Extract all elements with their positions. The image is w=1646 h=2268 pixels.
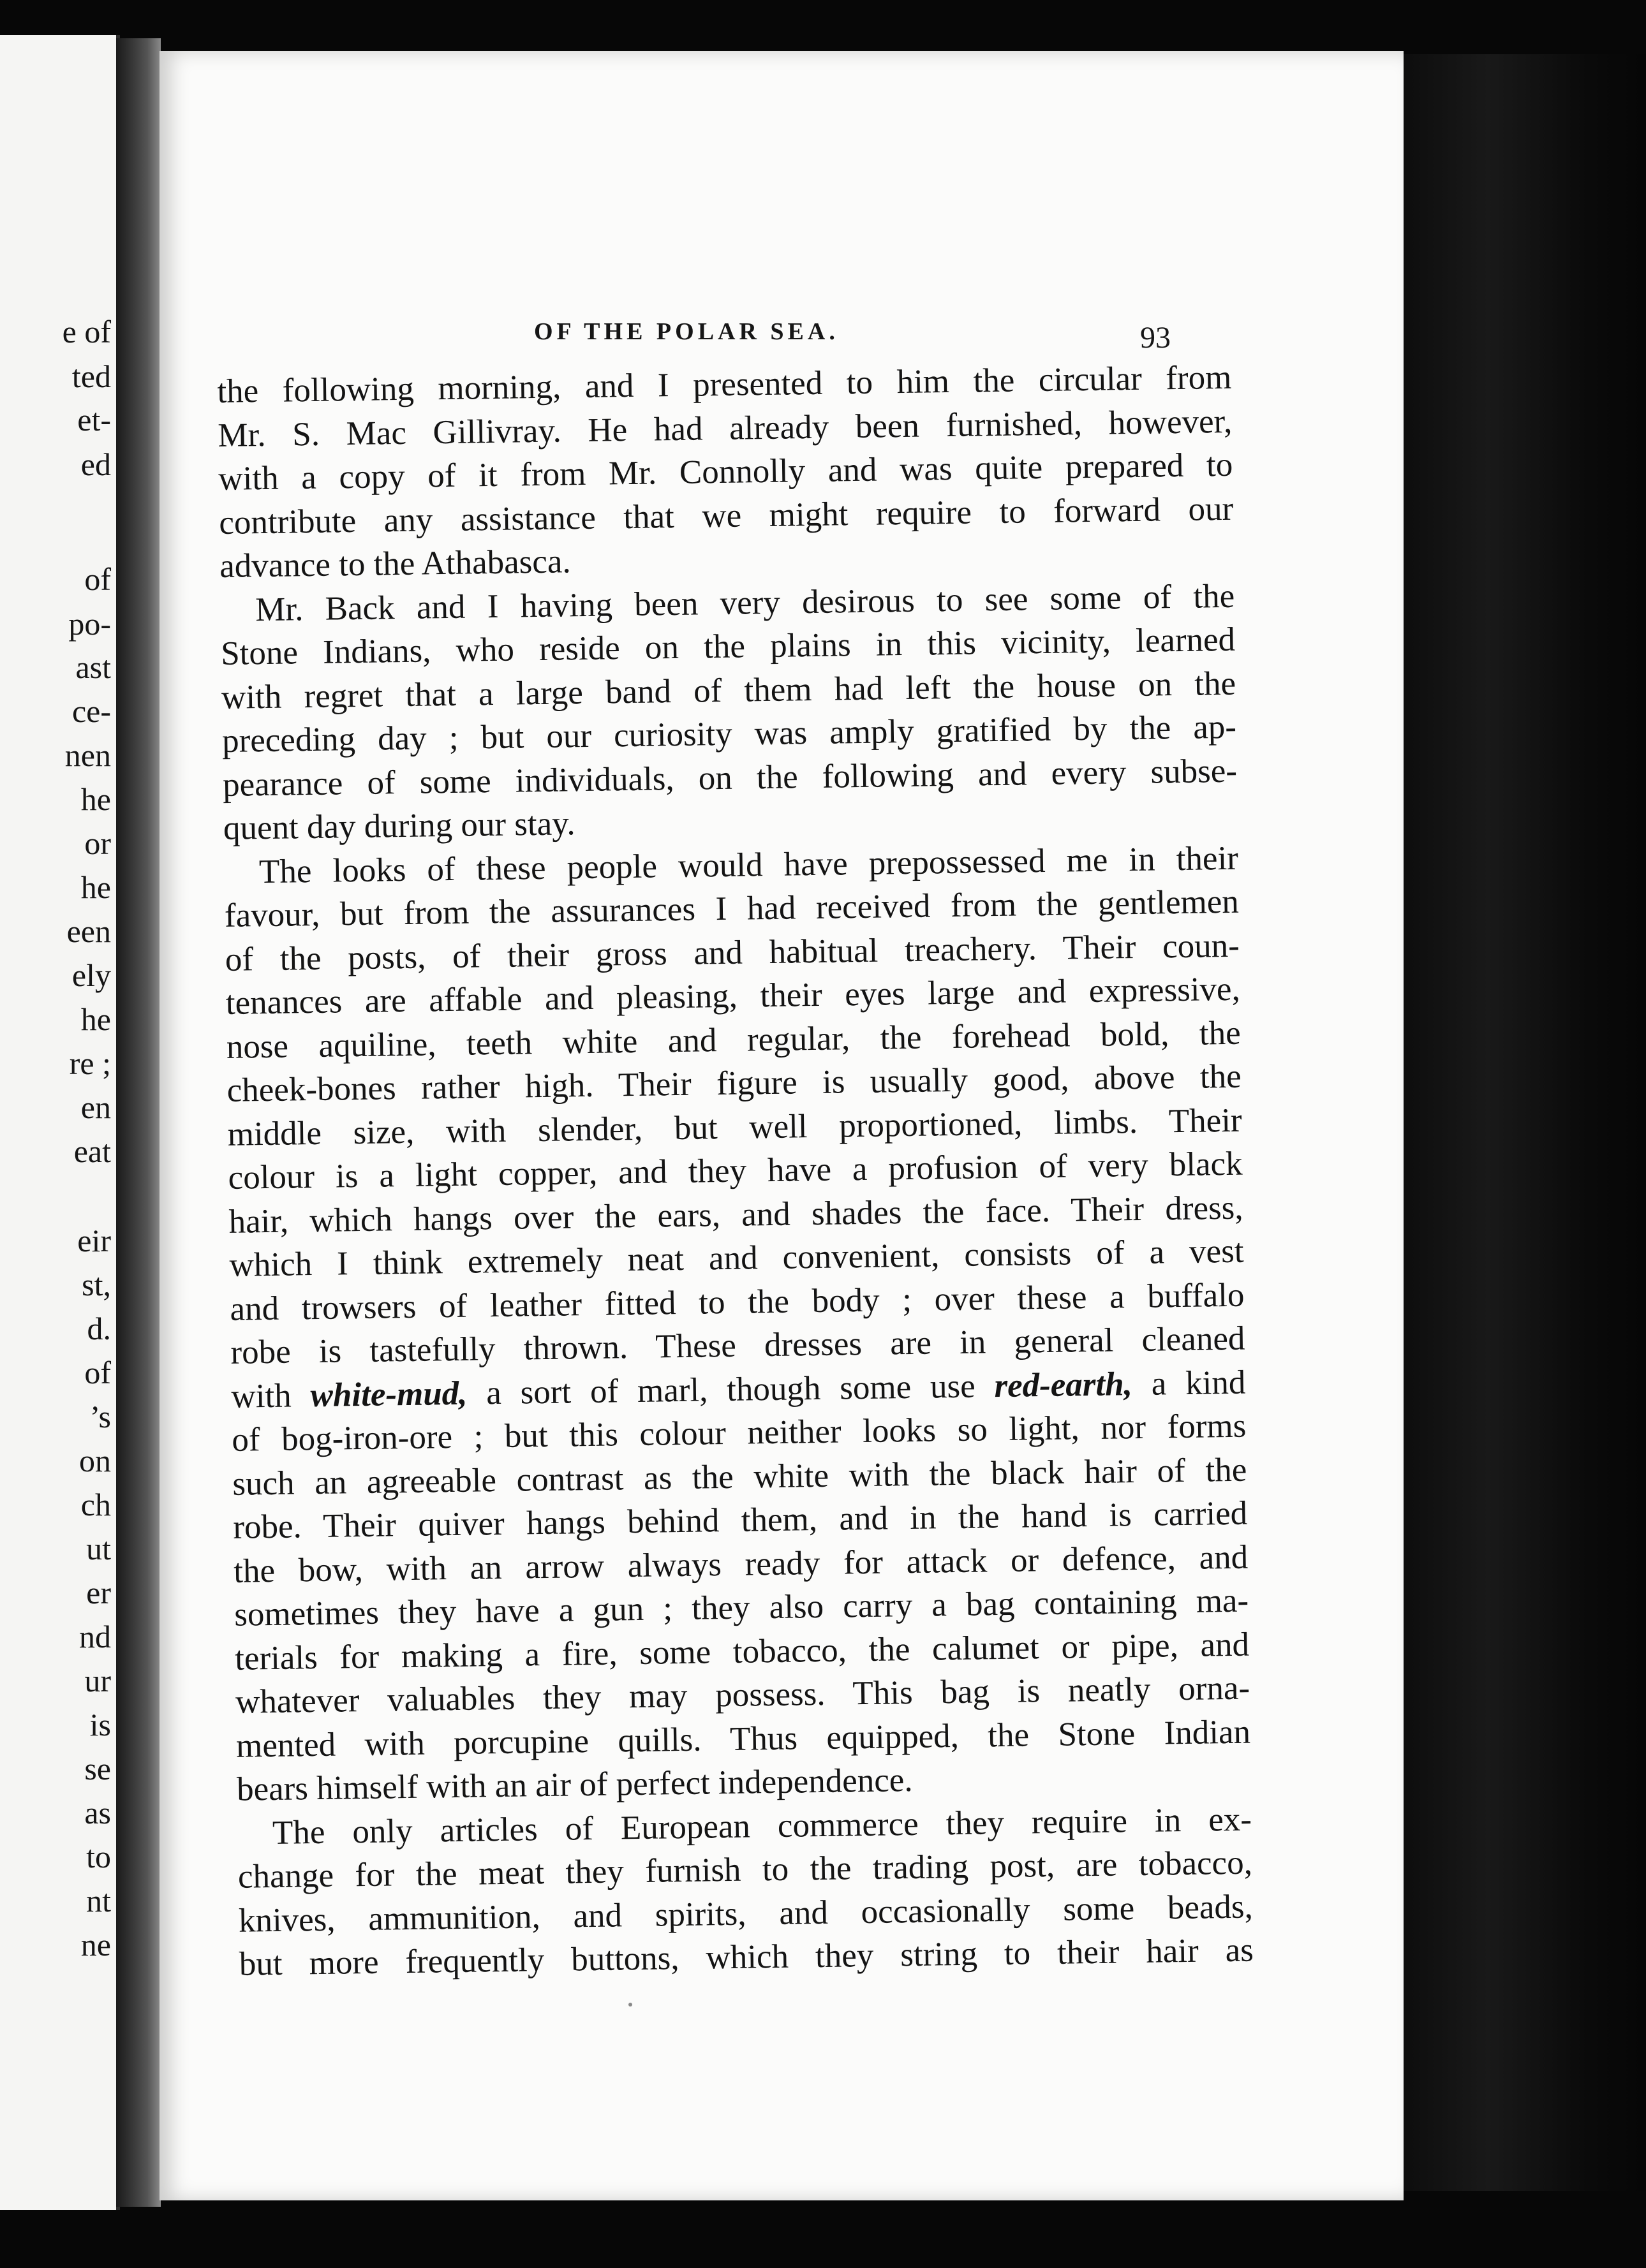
text-line: Mr. S. Mac Gillivray. He had already been furnished, however, xyxy=(218,402,1233,454)
text-line: Stone Indians, who reside on the plains in this vicinity, learned xyxy=(220,621,1236,672)
text-line: preceding day ; but our curiosity was amply gratified by the ap- xyxy=(221,708,1237,760)
text-line: hair, which hangs over the ears, and shades the face. Their dress, xyxy=(228,1189,1243,1241)
book-page xyxy=(159,51,1404,2200)
facing-page-line: on xyxy=(79,1443,111,1478)
facing-page-line: eir xyxy=(77,1223,111,1258)
facing-page-line: eat xyxy=(73,1133,111,1169)
page-number: 93 xyxy=(1140,321,1171,355)
body-text xyxy=(217,356,1254,1986)
text-line: robe. Their quiver hangs behind them, and in the hand is carried xyxy=(232,1494,1248,1546)
facing-page-line: ed xyxy=(80,446,111,482)
text-line: the bow, with an arrow always ready for attack or defence, and xyxy=(233,1538,1249,1590)
text-line: which I think extremely neat and convenient, consists of a vest xyxy=(229,1232,1244,1284)
facing-page-line: ur xyxy=(84,1663,111,1698)
facing-page-line: he xyxy=(80,781,111,817)
text-line: sometimes they have a gun ; they also carry a bag containing ma- xyxy=(234,1582,1249,1633)
facing-page-line: ce- xyxy=(71,693,111,729)
facing-page-line: re ; xyxy=(69,1045,111,1081)
ink-speck xyxy=(628,2003,632,2007)
text-line: knives, ammunition, and spirits, and occasionally some beads, xyxy=(238,1888,1254,1940)
text-line: favour, but from the assurances I had received from the gentlemen xyxy=(224,883,1240,934)
italic-term: red-earth, xyxy=(994,1365,1133,1404)
facing-page-line: d. xyxy=(87,1311,111,1346)
facing-page-line: po- xyxy=(68,606,111,642)
paragraph xyxy=(220,574,1238,850)
facing-page-line: is xyxy=(89,1707,111,1742)
text-line: change for the meat they furnish to the trading post, are tobacco, xyxy=(237,1844,1253,1896)
facing-page-line: ely xyxy=(71,957,111,993)
facing-page-line: er xyxy=(86,1575,111,1610)
facing-page-line: ut xyxy=(86,1531,111,1566)
text-line: of the posts, of their gross and habitual treachery. Their coun- xyxy=(225,927,1240,978)
text-line: of bog-iron-ore ; but this colour neither looks so light, nor forms xyxy=(232,1407,1247,1459)
line-segment: with xyxy=(231,1376,311,1415)
facing-page-line: nt xyxy=(86,1883,111,1918)
text-line: robe is tastefully thrown. These dresses are in general cleaned xyxy=(230,1320,1245,1371)
line-segment: a kind xyxy=(1132,1364,1246,1403)
text-line: bears himself with an air of perfect independence. xyxy=(236,1761,913,1808)
facing-page-line: to xyxy=(86,1839,111,1874)
facing-page-line: nd xyxy=(79,1619,111,1654)
facing-page-fragment xyxy=(0,35,120,2210)
facing-page-line: ch xyxy=(80,1487,111,1522)
text-line: middle size, with slender, but well proportioned, limbs. Their xyxy=(227,1101,1242,1153)
paragraph xyxy=(237,1797,1254,1986)
facing-page-line: of xyxy=(84,1355,111,1390)
paragraph xyxy=(217,356,1234,589)
text-line: Mr. Back and I having been very desirous to see some of the xyxy=(255,577,1235,628)
facing-page-line: een xyxy=(66,913,111,949)
facing-page-line: e of xyxy=(62,314,111,350)
text-line: advance to the Athabasca. xyxy=(219,543,572,585)
book-gutter xyxy=(116,38,161,2207)
text-line: cheek-bones rather high. Their figure is usually good, above the xyxy=(226,1057,1242,1109)
text-line: tenances are affable and pleasing, their eyes large and expressive, xyxy=(225,970,1241,1022)
text-line: terials for making a fire, some tobacco, the calumet or pipe, and xyxy=(234,1626,1250,1677)
facing-page-line: he xyxy=(80,869,111,905)
text-line: pearance of some individuals, on the following and every subse- xyxy=(222,752,1238,804)
running-head: OF THE POLAR SEA. xyxy=(534,318,839,345)
facing-page-line: of xyxy=(84,561,111,597)
facing-page-line: or xyxy=(84,825,111,861)
text-line: with regret that a large band of them had left the house on the xyxy=(221,665,1236,716)
line-segment: a sort of marl, though some use xyxy=(467,1367,995,1412)
facing-page-line: se xyxy=(84,1751,111,1786)
text-line: with a copy of it from Mr. Connolly and was quite prepared to xyxy=(218,446,1233,497)
text-line: the following morning, and I presented to him the circular from xyxy=(217,358,1232,410)
page-header xyxy=(159,305,1404,355)
facing-page-line: as xyxy=(84,1795,111,1830)
text-line: contribute any assistance that we might require to forward our xyxy=(218,490,1234,541)
text-line: but more frequently buttons, which they string to their hair as xyxy=(239,1931,1254,1983)
facing-page-line: et- xyxy=(77,402,111,438)
text-line: colour is a light copper, and they have a profusion of very black xyxy=(228,1145,1243,1197)
text-line: such an agreeable contrast as the white with the black hair of the xyxy=(232,1451,1247,1503)
facing-page-line: ast xyxy=(75,649,111,685)
facing-page-line: he xyxy=(80,1001,111,1037)
text-line: nose aquiline, teeth white and regular, the forehead bold, the xyxy=(226,1014,1242,1066)
facing-page-line: ’s xyxy=(89,1399,111,1434)
text-line: The only articles of European commerce they require in ex- xyxy=(272,1800,1252,1852)
facing-page-line: en xyxy=(80,1089,111,1125)
text-line: The looks of these people would have prepossessed me in their xyxy=(258,839,1239,890)
facing-page-line: ne xyxy=(80,1927,111,1962)
text-line: quent day during our stay. xyxy=(223,805,575,847)
facing-page-line: ted xyxy=(71,358,111,394)
facing-page-line: nen xyxy=(64,737,111,773)
facing-page-line: st, xyxy=(82,1267,111,1302)
text-line: mented with porcupine quills. Thus equipped, the Stone Indian xyxy=(235,1713,1251,1765)
italic-term: white-mud, xyxy=(310,1374,468,1414)
text-line: and trowsers of leather fitted to the body ; over these a buffalo xyxy=(230,1276,1245,1328)
text-line: whatever valuables they may possess. This bag is neatly orna- xyxy=(235,1669,1250,1721)
paragraph xyxy=(224,836,1252,1811)
